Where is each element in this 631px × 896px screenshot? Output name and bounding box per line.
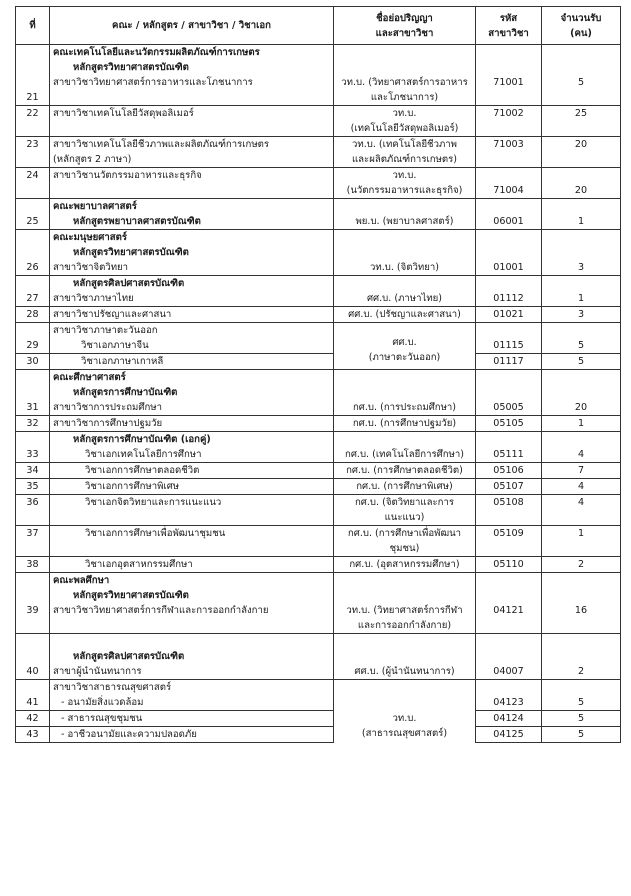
- faculty-education: คณะศึกษาศาสตร์: [50, 370, 334, 386]
- table-row: 23 สาขาวิชาเทคโนโลยีชีวภาพและผลิตภัณฑ์การเกษตร (หลักสูตร 2 ภาษา) วท.บ. (เทคโนโลยีชีวภาพ และผลิตภัณฑ์การเกษตร) 71003 20: [16, 137, 621, 168]
- table-row: 36 วิชาเอกจิตวิทยาและการแนะแนว กศ.บ. (จิตวิทยาและการแนะแนว) 05108 4: [16, 495, 621, 526]
- table-row: 31 หลักสูตรการศึกษาบัณฑิต สาขาวิชาการประถมศึกษา กศ.บ. (การประถมศึกษา) 05005 20: [16, 385, 621, 416]
- table-row: 22 สาขาวิชาเทคโนโลยีวัสดุพอลิเมอร์ วท.บ. (เทคโนโลยีวัสดุพอลิเมอร์) 71002 25: [16, 106, 621, 137]
- table-row: 35 วิชาเอกการศึกษาพิเศษ กศ.บ. (การศึกษาพิเศษ) 05107 4: [16, 479, 621, 495]
- program-title: หลักสูตรวิทยาศาสตรบัณฑิต: [73, 62, 189, 73]
- table-row: 27 หลักสูตรศิลปศาสตรบัณฑิต สาขาวิชาภาษาไทย ศศ.บ. (ภาษาไทย) 01112 1: [16, 276, 621, 307]
- faculty-row: [16, 573, 621, 589]
- faculty-row: [16, 230, 621, 246]
- header-row: [16, 7, 621, 45]
- table-row: 29 สาขาวิชาภาษาตะวันออก วิชาเอกภาษาจีน ศศ.บ. (ภาษาตะวันออก) 01115 5: [16, 323, 621, 354]
- header-no: ที่: [16, 7, 50, 45]
- table-row: 38 วิชาเอกอุตสาหกรรมศึกษา กศ.บ. (อุตสาหกรรมศึกษา) 05110 2: [16, 557, 621, 573]
- table-row: 42 - สาธารณสุขชุมชน 04124 5: [16, 711, 621, 727]
- faculty-nursing: คณะพยาบาลศาสตร์: [50, 199, 334, 215]
- faculty-physical-education: คณะพลศึกษา: [50, 573, 334, 589]
- table-row: 37 วิชาเอกการศึกษาเพื่อพัฒนาชุมชน กศ.บ. (การศึกษาเพื่อพัฒนาชุมชน) 05109 1: [16, 526, 621, 557]
- row-name: สาขาวิชาวิทยาศาสตร์การอาหารและโภชนาการ: [53, 77, 253, 88]
- header-seats: จำนวนรับ (คน): [542, 7, 621, 45]
- table-row: 40 หลักสูตรศิลปศาสตรบัณฑิต สาขาผู้นำนันทนาการ ศศ.บ. (ผู้นำนันทนาการ) 04007 2: [16, 634, 621, 680]
- table-row: 30 วิชาเอกภาษาเกาหลี 01117 5: [16, 354, 621, 370]
- table-row: 32 สาขาวิชาการศึกษาปฐมวัย กศ.บ. (การศึกษาปฐมวัย) 05105 1: [16, 416, 621, 432]
- table-row: 43 - อาชีวอนามัยและความปลอดภัย 04125 5: [16, 727, 621, 743]
- table-row: 33 หลักสูตรการศึกษาบัณฑิต (เอกคู่) วิชาเอกเทคโนโลยีการศึกษา กศ.บ. (เทคโนโลยีการศึกษา) 05111 4: [16, 432, 621, 463]
- faculty-row: [16, 370, 621, 386]
- header-name: คณะ / หลักสูตร / สาขาวิชา / วิชาเอก: [50, 7, 334, 45]
- table-row: 26 หลักสูตรวิทยาศาสตรบัณฑิต สาขาวิชาจิตวิทยา วท.บ. (จิตวิทยา) 01001 3: [16, 245, 621, 276]
- header-code: รหัส สาขาวิชา: [476, 7, 542, 45]
- admission-table: [15, 6, 621, 743]
- faculty-humanities: คณะมนุษยศาสตร์: [50, 230, 334, 246]
- table-row: 34 วิชาเอกการศึกษาตลอดชีวิต กศ.บ. (การศึกษาตลอดชีวิต) 05106 7: [16, 463, 621, 479]
- table-row: 24 สาขาวิชานวัตกรรมอาหารและธุรกิจ วท.บ. (นวัตกรรมอาหารและธุรกิจ) 71004 20: [16, 168, 621, 199]
- header-degree: ชื่อย่อปริญญา และสาขาวิชา: [334, 7, 476, 45]
- table-row: 28 สาขาวิชาปรัชญาและศาสนา ศศ.บ. (ปรัชญาและศาสนา) 01021 3: [16, 307, 621, 323]
- table-row: 25 หลักสูตรพยาบาลศาสตรบัณฑิต พย.บ. (พยาบาลศาสตร์) 06001 1: [16, 214, 621, 230]
- faculty-row: [16, 199, 621, 215]
- faculty-agro-tech: คณะเทคโนโลยีและนวัตกรรมผลิตภัณฑ์การเกษตร: [50, 45, 334, 61]
- faculty-row: [16, 45, 621, 61]
- table-row: 21 หลักสูตรวิทยาศาสตรบัณฑิต สาขาวิชาวิทยาศาสตร์การอาหารและโภชนาการ วท.บ. (วิทยาศาสตร์การอาหาร และโภชนาการ) 71001 5: [16, 60, 621, 106]
- table-row: 41 สาขาวิชาสาธารณสุขศาสตร์ - อนามัยสิ่งแวดล้อม วท.บ. (สาธารณสุขศาสตร์) 04123 5: [16, 680, 621, 711]
- table-row: 39 หลักสูตรวิทยาศาสตรบัณฑิต สาขาวิชาวิทยาศาสตร์การกีฬาและการออกกำลังกาย วท.บ. (วิทยาศาสตร์การกีฬา และการออกกำลังกาย) 04121 16: [16, 588, 621, 634]
